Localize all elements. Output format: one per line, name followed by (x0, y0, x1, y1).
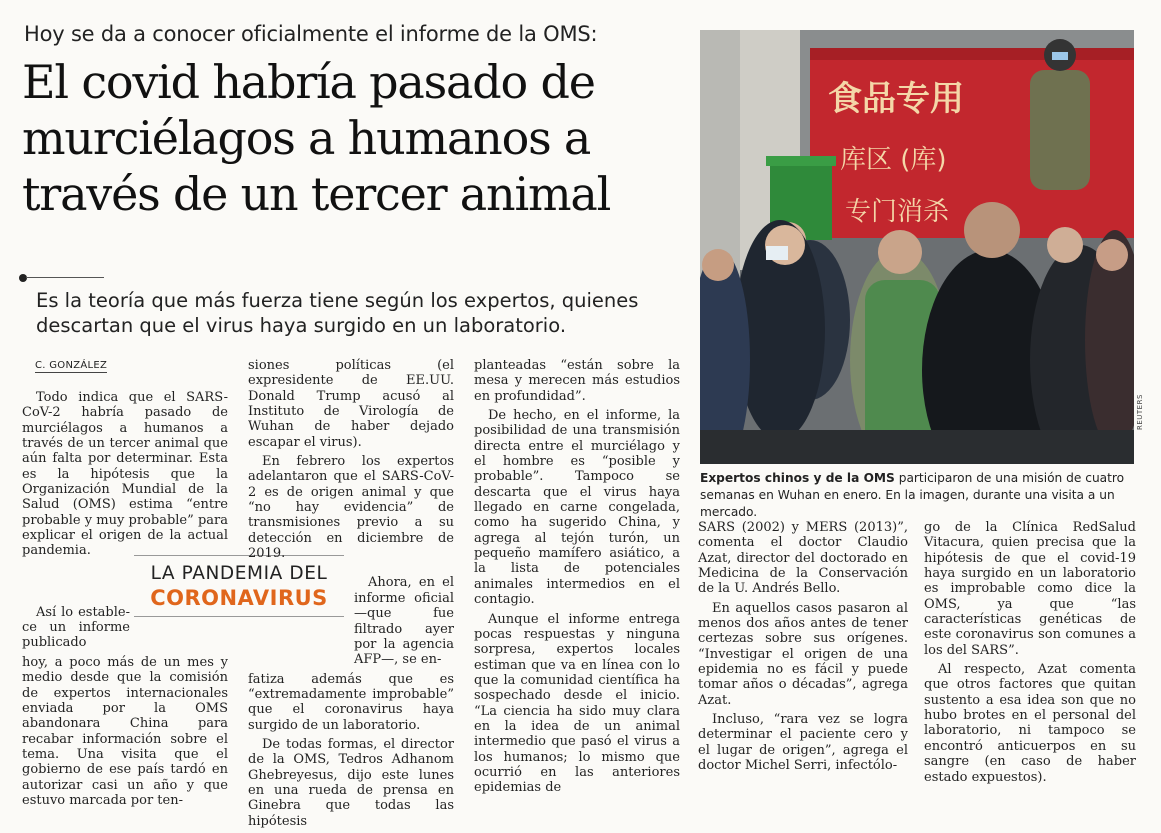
paragraph: Así lo establece un informe publicado (22, 604, 130, 651)
paragraph: siones políticas (el expresidente de EE.UU. Donald Trump acusó al Instituto de Virología de Wuhan de haber dejado escapar el virus). (248, 358, 454, 450)
paragraph: De todas formas, el director de la OMS, Tedros Adhanom Ghebreyesus, dijo este lunes en una rueda de prensa en Ginebra que todas las hipótesis (248, 736, 454, 829)
deck-line-1: Es la teoría que más fuerza tiene según los expertos, quienes (36, 289, 639, 312)
caption-bold: Expertos chinos y de la OMS (700, 471, 895, 485)
photo-credit: REUTERS (1136, 394, 1144, 430)
paragraph: En febrero los expertos adelantaron que el SARS-CoV-2 es de origen animal y que “no hay evidencia” de transmisiones previo a su detección en diciembre de 2019. (248, 454, 454, 562)
byline: C. GONZÁLEZ (35, 360, 108, 371)
headline (22, 54, 692, 222)
article-column-3 (474, 358, 680, 800)
paragraph: go de la Clínica RedSalud Vitacura, quien precisa que la hipótesis de que el covid-19 haya surgido en un laboratorio es improbable como dice la OMS, ya que “las características genéticas de este coronavirus son comunes a los del SARS”. (924, 520, 1136, 658)
paragraph: fatiza además que es “extremadamente improbable” que el coronavirus haya surgido de un laboratorio. (248, 671, 454, 733)
paragraph: planteadas “están sobre la mesa y merecen más estudios en profundidad”. (474, 358, 680, 404)
sign-text: 食品专用 (828, 79, 964, 119)
paragraph: En aquellos casos pasaron al menos dos años antes de tener certezas sobre sus orígenes. “Investigar el origen de una epidemia no es fácil y puede tomar años o décadas”, agrega Azat. (698, 600, 908, 708)
deck-rule-dot (19, 274, 27, 282)
caption-rest: participaron de una misión de cuatro semanas en Wuhan en enero. En la imagen, durante una visita a un mercado. (700, 471, 1125, 519)
svg-text:专门消杀: 专门消杀 (845, 197, 950, 227)
news-photo (700, 30, 1134, 464)
paragraph: Al respecto, Azat comenta que otros factores que quitan sustento a esa idea son que no hubo brotes en el personal del laboratorio, ni tampoco se encontró anticuerpos en su sangre (en caso de haber estado expuestos). (924, 662, 1136, 785)
paragraph: Aunque el informe entrega pocas respuestas y ninguna sorpresa, expertos locales estiman que va en línea con lo que la comunidad científica ha sospechado desde el inicio. “La ciencia ha sido muy clara en la idea de un animal intermedio que pasó el virus a los humanos; lo mismo que ocurrió en las anteriores epidemias de (474, 611, 680, 796)
svg-text:库区 (库): 库区 (库) (840, 145, 947, 175)
article-column-5 (924, 520, 1136, 789)
banner-top-text: LA PANDEMIA DEL (150, 563, 328, 584)
headline-line-2: murciélagos a humanos a (22, 111, 591, 165)
paragraph: Todo indica que el SARS-CoV-2 habría pasado de murciélagos a humanos a través de un tercer animal que aún falta por determinar. Esta es la hipótesis que la Organización Mundial de la Salud (OMS) estima “entre probable y muy probable” para explicar el origen de la actual pandemia. (22, 390, 228, 559)
photo-caption (700, 470, 1140, 521)
banner-bottom-text: CORONAVIRUS (150, 586, 328, 610)
deck-line-2: descartan que el virus haya surgido en un laboratorio. (36, 314, 567, 337)
paragraph: SARS (2002) y MERS (2013)”, comenta el doctor Claudio Azat, director del doctorado en Medicina de la Conservación de la U. Andrés Bello. (698, 520, 908, 597)
article-column-2 (248, 358, 454, 833)
paragraph: De hecho, en el informe, la posibilidad de una transmisión directa entre el murciélago y el hombre es “posible y probable”. Tampoco se descarta que el virus haya llegado en carne congelada, como ha sugerido China, y agrega al tejón turón, un pequeño mamífero asiático, a la lista de potenciales animales intermedios en el contagio. (474, 408, 680, 608)
article-column-4 (698, 520, 908, 778)
deck-rule-line (26, 277, 104, 278)
kicker: Hoy se da a conocer oficialmente el informe de la OMS: (24, 22, 598, 46)
deck (36, 288, 676, 338)
headline-line-3: través de un tercer animal (22, 167, 611, 221)
paragraph: hoy, a poco más de un mes y medio desde que la comisión de expertos internacionales enviada por la OMS abandonara China para recabar información sobre el tema. Una visita que el gobierno de ese país tardó en autorizar casi un año y que estuvo marcada por ten- (22, 654, 228, 808)
paragraph: Ahora, en el informe oficial —que fue filtrado ayer por la agencia AFP—, se en- (354, 575, 454, 668)
paragraph: Incluso, “rara vez se logra determinar el paciente cero y el lugar de origen”, agrega el doctor Michel Serri, infectólo- (698, 712, 908, 774)
market-scene-illustration (700, 30, 1134, 464)
headline-line-1: El covid habría pasado de (22, 55, 595, 109)
